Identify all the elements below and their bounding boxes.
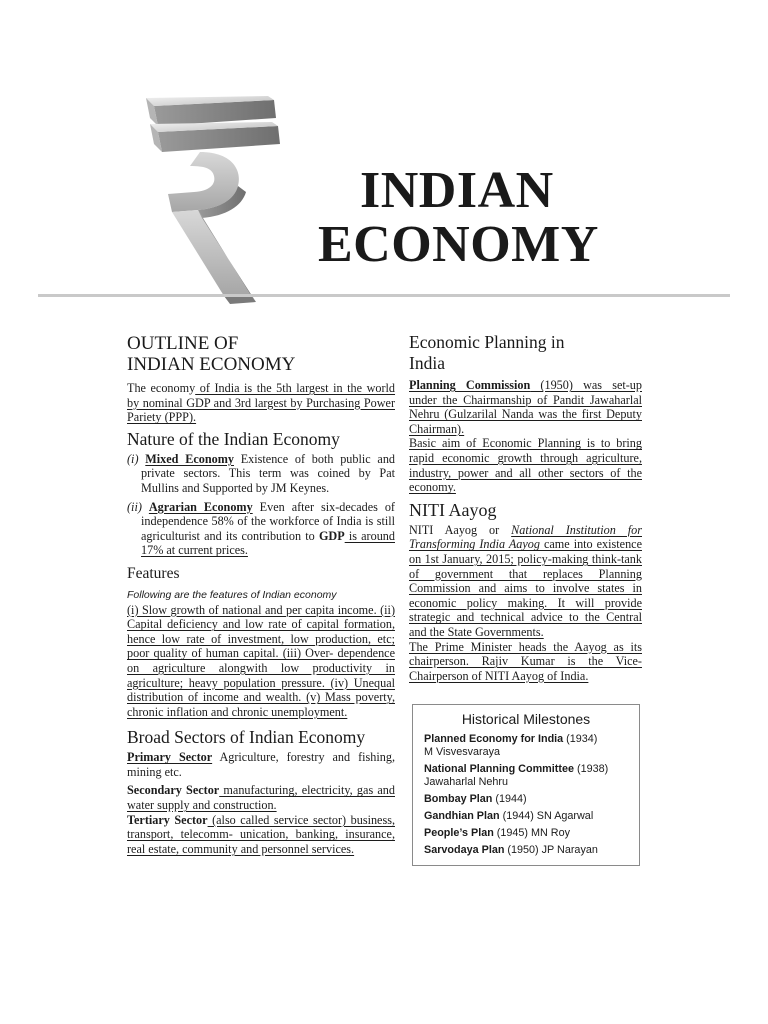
mixed-text: Existence of both public and private sectors. This term was coined by Pat Mullins and Supported by JM Keynes.: [141, 451, 396, 495]
planning-commission-paragraph: [409, 378, 642, 436]
milestone-item: [424, 763, 639, 789]
features-lead: Following are the features of Indian economy: [127, 588, 337, 601]
intro-text-a: The economy: [127, 381, 196, 395]
agrarian-economy-item: [127, 500, 395, 558]
primary-label: Primary Sector: [127, 750, 213, 765]
niti-text-a: NITI Aayog or: [409, 522, 512, 537]
milestone-label: Gandhian Plan: [424, 810, 500, 822]
milestone-item: [424, 844, 639, 857]
secondary-label: Secondary Sector: [127, 783, 220, 798]
intro-paragraph: [127, 381, 395, 425]
outline-heading-line-1: OUTLINE OF: [127, 333, 239, 354]
milestone-detail: (1950) JP Narayan: [504, 844, 598, 856]
agr-gdp: GDP: [318, 528, 345, 543]
milestones-title: Historical Milestones: [461, 711, 591, 727]
rupee-logo-icon: [138, 96, 288, 306]
agr-text-a: Even after six-decades of independence 58% of the workforce of India is still agriculturist and its contribution to: [141, 499, 395, 543]
niti-full-name: National Institution for Transforming India Aayog: [409, 522, 642, 552]
outline-heading: [127, 333, 395, 375]
nature-heading: Nature of the Indian Economy: [127, 428, 340, 449]
milestone-detail: (1934): [563, 733, 598, 745]
secondary-text: manufacturing, electricity, gas and water supply and construction.: [127, 783, 395, 813]
broad-sectors-heading: Broad Sectors of Indian Economy: [127, 727, 366, 748]
pc-label: Planning Commission: [409, 378, 531, 392]
milestone-detail: (1938): [573, 763, 609, 775]
milestone-label: Planned Economy for India: [424, 733, 564, 745]
primary-sector-item: [127, 750, 395, 779]
niti-paragraph: [409, 523, 642, 640]
planning-heading-line-2: India: [409, 353, 445, 373]
milestone-label: Sarvodaya Plan: [424, 844, 505, 856]
right-column: [409, 332, 642, 683]
mixed-label: Mixed Economy: [145, 451, 234, 466]
milestone-label: People’s Plan: [424, 827, 494, 839]
agr-label: Agrarian Economy: [148, 499, 253, 514]
milestone-item: [424, 733, 639, 759]
niti-heading: NITI Aayog: [409, 499, 497, 520]
agr-text-b: is around 17% at current prices.: [141, 528, 395, 558]
mixed-economy-item: [127, 452, 395, 496]
milestone-detail: (1945) MN Roy: [493, 827, 571, 839]
left-column: [127, 333, 395, 856]
pc-text: (1950) was set-up under the Chairmanship of Pandit Jawaharlal Nehru (Gulzarilal Nanda was the first Deputy Chairman).: [409, 378, 642, 436]
secondary-sector-item: [127, 783, 395, 812]
outline-heading-line-2: INDIAN ECONOMY: [127, 354, 296, 375]
tertiary-text: (also called service sector) business, transport, telecomm- unication, banking, insurance, real estate, community and personnel services.: [127, 812, 395, 856]
milestone-detail: (1944): [492, 793, 527, 805]
milestone-item: [424, 827, 639, 840]
planning-heading: [409, 332, 642, 374]
niti-chair-paragraph: The Prime Minister heads the Aayog as its chairperson. Rajiv Kumar is the Vice-Chairperson of NITI Aayog of India.: [409, 639, 642, 683]
primary-text: Agriculture, forestry and fishing, mining etc.: [127, 750, 396, 779]
milestone-label: National Planning Committee: [424, 763, 574, 775]
milestone-item: [424, 810, 639, 823]
features-heading: Features: [127, 564, 180, 582]
mixed-num: (i): [127, 451, 139, 466]
tertiary-label: Tertiary Sector: [127, 812, 208, 827]
milestone-item: [424, 793, 639, 806]
planning-heading-line-1: Economic Planning in: [409, 332, 565, 352]
title-line-1: INDIAN: [360, 162, 554, 219]
milestones-list: [413, 733, 639, 857]
milestone-detail: (1944) SN Agarwal: [499, 810, 594, 822]
agr-num: (ii): [127, 499, 142, 514]
milestone-label: Bombay Plan: [424, 793, 493, 805]
tertiary-sector-item: [127, 813, 395, 857]
milestone-person: M Visvesvaraya: [424, 746, 501, 758]
features-text: (i) Slow growth of national and per capita income. (ii) Capital deficiency and low rate of capital formation, hence low rate of investment, low production, etc; poor quality of human capital. (iii) Over- dependence on agriculture alongwith low productivity in agriculture; heavy population pressure. (iv) Unequal distribution of income and wealth. (v) Mass poverty, chronic inflation and chronic unemployment.: [127, 602, 395, 719]
historical-milestones-box: [412, 704, 640, 866]
niti-text-b: came into existence on 1st January, 2015; policy-making think-tank of government that replaces Planning Commission and aims to involve states in economic policy making. It will provide strategic and technical advice to the Central and the State Governments.: [409, 537, 642, 639]
planning-aim-paragraph: Basic aim of Economic Planning is to bring rapid economic growth through agriculture, industry, power and all other sectors of the economy.: [409, 436, 642, 495]
title-line-2: ECONOMY: [318, 216, 599, 273]
intro-text-b: of India is the 5th largest in the world by nominal GDP and 3rd largest by Purchasing Power Pariety (PPP).: [127, 381, 396, 425]
milestone-person: Jawaharlal Nehru: [424, 776, 509, 788]
header-divider: [38, 294, 730, 297]
